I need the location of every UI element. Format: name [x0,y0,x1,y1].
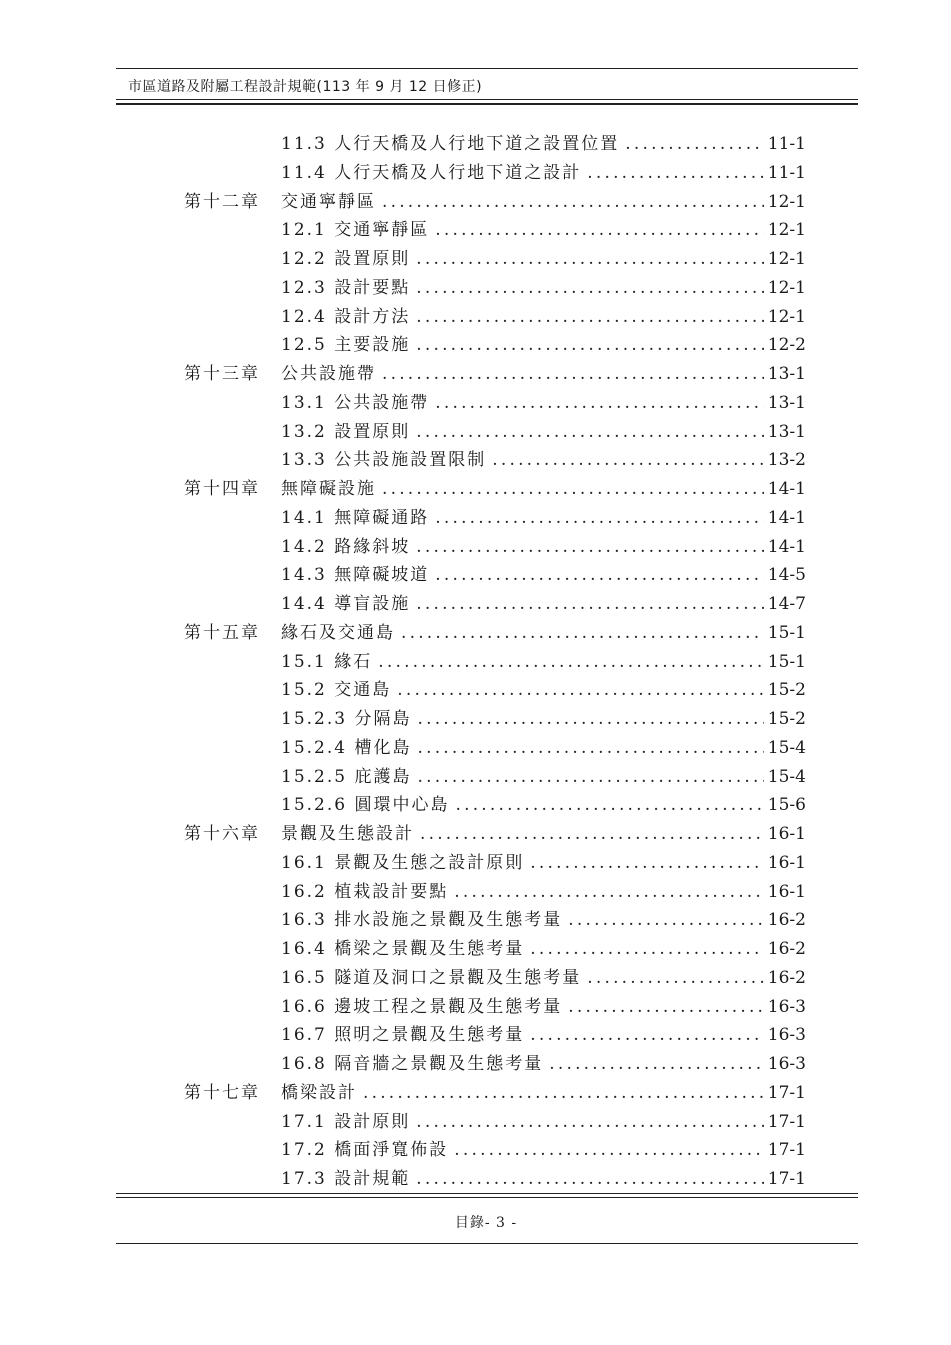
entry-title: 13.1 公共設施帶 [281,392,430,413]
entry-page-number: 12-2 [767,335,806,356]
toc-section-entry [281,561,806,589]
dot-leader [410,1108,764,1136]
entry-page-number: 13-1 [767,421,806,442]
toc-section-entry [281,1021,806,1049]
entry-page-number: 13-2 [767,450,806,471]
entry-page-number: 17-1 [767,1169,806,1189]
toc-section-entry [281,331,806,359]
toc-section-entry [281,1050,806,1078]
entry-title: 12.3 設計要點 [281,277,411,298]
entry-page-number: 16-1 [767,852,806,873]
chapter-number: 第十四章 [184,479,260,499]
toc-section-entry [281,418,806,446]
dot-leader [410,533,764,561]
footer-rule-second [116,1197,858,1198]
chapter-number: 第十七章 [184,1082,260,1103]
entry-title: 14.2 路緣斜坡 [281,536,411,557]
entry-page-number: 16-1 [767,824,806,844]
entry-title: 17.1 設計原則 [281,1111,411,1132]
toc-section-entry [281,130,806,158]
dot-leader [524,935,764,963]
entry-title: 14.3 無障礙坡道 [281,565,430,586]
dot-leader [581,964,764,992]
header-rule-thick [116,103,858,105]
entry-title: 16.4 橋梁之景觀及生態考量 [281,939,525,959]
entry-page-number: 12-1 [767,277,806,298]
entry-title: 15.2.6 圓環中心島 [281,795,450,816]
header-top-rule [116,68,858,69]
toc-section-entry [281,791,806,819]
dot-leader [429,216,764,244]
entry-page-number: 16-3 [767,996,806,1017]
entry-title: 11.4 人行天橋及人行地下道之設計 [281,162,582,183]
entry-page-number: 17-1 [767,1140,806,1161]
entry-page-number: 15-4 [767,737,806,758]
toc-section-entry [281,533,806,561]
toc-chapter-entry [184,475,806,503]
toc-section-entry [281,648,806,676]
toc-section-entry [281,878,806,906]
entry-title: 16.8 隔音牆之景觀及生態考量 [281,1054,544,1074]
dot-leader [581,159,764,187]
entry-title: 14.4 導盲設施 [281,594,411,614]
entry-title: 17.3 設計規範 [281,1169,411,1189]
dot-leader [448,1136,764,1164]
entry-page-number: 16-1 [767,881,806,902]
entry-title: 11.3 人行天橋及人行地下道之設置位置 [281,134,620,154]
dot-leader [410,245,764,273]
dot-leader [410,418,764,446]
entry-page-number: 14-7 [767,594,806,614]
entry-page-number: 13-1 [767,392,806,413]
entry-page-number: 14-1 [767,507,806,528]
chapter-number: 第十三章 [184,364,260,384]
toc-chapter-entry [184,1079,806,1107]
dot-leader [449,791,763,819]
dot-leader [411,763,763,791]
dot-leader [448,878,764,906]
entry-page-number: 12-1 [767,249,806,269]
entry-page-number: 12-1 [767,191,806,212]
dot-leader [429,561,764,589]
entry-page-number: 16-2 [767,967,806,988]
entry-title: 15.2.5 庇護島 [281,766,412,787]
dot-leader [411,705,763,733]
dot-leader [429,504,764,532]
entry-page-number: 16-3 [767,1054,806,1074]
dot-leader [410,274,764,302]
page-number: 目錄- 3 - [454,1215,518,1231]
toc-section-entry [281,590,806,618]
entry-page-number: 12-1 [767,306,806,327]
entry-title: 12.1 交通寧靜區 [281,220,430,241]
toc-section-entry [281,906,806,934]
entry-title: 16.2 植栽設計要點 [281,881,449,902]
toc-section-entry [281,734,806,762]
toc-section-entry [281,1136,806,1164]
dot-leader [562,993,764,1021]
header-rule [116,99,858,100]
dot-leader [410,1165,764,1193]
entry-page-number: 16-3 [767,1025,806,1046]
toc-section-entry [281,446,806,474]
chapter-number: 第十五章 [184,622,260,643]
footer-bottom-rule [116,1243,858,1244]
entry-title: 12.2 設置原則 [281,249,411,269]
entry-page-number: 17-1 [767,1082,806,1103]
toc-chapter-entry [184,820,806,848]
entry-title: 16.6 邊坡工程之景觀及生態考量 [281,996,563,1017]
toc-chapter-entry [184,360,806,388]
toc-section-entry [281,504,806,532]
dot-leader [376,475,764,503]
dot-leader [524,1021,764,1049]
entry-title: 12.4 設計方法 [281,306,411,327]
entry-page-number: 15-6 [767,795,806,816]
entry-title: 16.3 排水設施之景觀及生態考量 [281,910,563,931]
entry-page-number: 14-1 [767,536,806,557]
entry-title: 緣石及交通島 [281,622,395,643]
toc-section-entry [281,849,806,877]
toc-section-entry [281,676,806,704]
entry-page-number: 15-2 [767,680,806,701]
dot-leader [395,619,764,647]
chapter-number: 第十二章 [184,191,260,212]
dot-leader [391,676,764,704]
entry-title: 景觀及生態設計 [281,824,414,844]
entry-page-number: 15-1 [767,651,806,672]
entry-title: 16.5 隧道及洞口之景觀及生態考量 [281,967,582,988]
dot-leader [410,590,764,618]
entry-title: 15.2.4 槽化島 [281,737,412,758]
dot-leader [410,303,764,331]
toc-section-entry [281,705,806,733]
toc-section-entry [281,389,806,417]
entry-title: 公共設施帶 [281,364,376,384]
dot-leader [376,188,764,216]
footer-rule [116,1193,858,1194]
toc-chapter-entry [184,188,806,216]
entry-title: 14.1 無障礙通路 [281,507,430,528]
toc-section-entry [281,1108,806,1136]
entry-title: 12.5 主要設施 [281,335,411,356]
entry-page-number: 11-1 [767,134,806,154]
entry-page-number: 13-1 [767,364,806,384]
entry-page-number: 17-1 [767,1111,806,1132]
entry-page-number: 14-5 [767,565,806,586]
toc-section-entry [281,245,806,273]
entry-page-number: 11-1 [767,162,806,183]
entry-title: 15.2 交通島 [281,680,392,701]
toc-section-entry [281,964,806,992]
running-header: 市區道路及附屬工程設計規範(113 年 9 月 12 日修正) [128,79,483,95]
dot-leader [429,389,764,417]
entry-page-number: 14-1 [767,479,806,499]
dot-leader [411,734,763,762]
toc-section-entry [281,763,806,791]
dot-leader [410,331,764,359]
entry-page-number: 15-2 [767,709,806,729]
entry-title: 15.1 緣石 [281,651,373,672]
dot-leader [619,130,764,158]
entry-title: 13.2 設置原則 [281,421,411,442]
entry-page-number: 16-2 [767,939,806,959]
entry-title: 交通寧靜區 [281,191,376,212]
dot-leader [543,1050,764,1078]
entry-page-number: 12-1 [767,220,806,241]
toc-section-entry [281,993,806,1021]
entry-page-number: 15-1 [767,622,806,643]
entry-title: 橋梁設計 [281,1082,357,1103]
toc-section-entry [281,159,806,187]
chapter-number: 第十六章 [184,824,260,844]
dot-leader [562,906,764,934]
dot-leader [524,849,764,877]
toc-section-entry [281,935,806,963]
entry-title: 17.2 橋面淨寬佈設 [281,1140,449,1161]
toc-section-entry [281,274,806,302]
dot-leader [376,360,764,388]
toc-chapter-entry [184,619,806,647]
dot-leader [357,1079,764,1107]
entry-title: 無障礙設施 [281,479,376,499]
entry-title: 16.1 景觀及生態之設計原則 [281,852,525,873]
toc-section-entry [281,1165,806,1193]
entry-title: 13.3 公共設施設置限制 [281,450,487,471]
toc-section-entry [281,303,806,331]
dot-leader [414,820,764,848]
entry-page-number: 16-2 [767,910,806,931]
toc-section-entry [281,216,806,244]
entry-title: 16.7 照明之景觀及生態考量 [281,1025,525,1046]
entry-page-number: 15-4 [767,766,806,787]
dot-leader [486,446,764,474]
entry-title: 15.2.3 分隔島 [281,709,412,729]
dot-leader [372,648,764,676]
